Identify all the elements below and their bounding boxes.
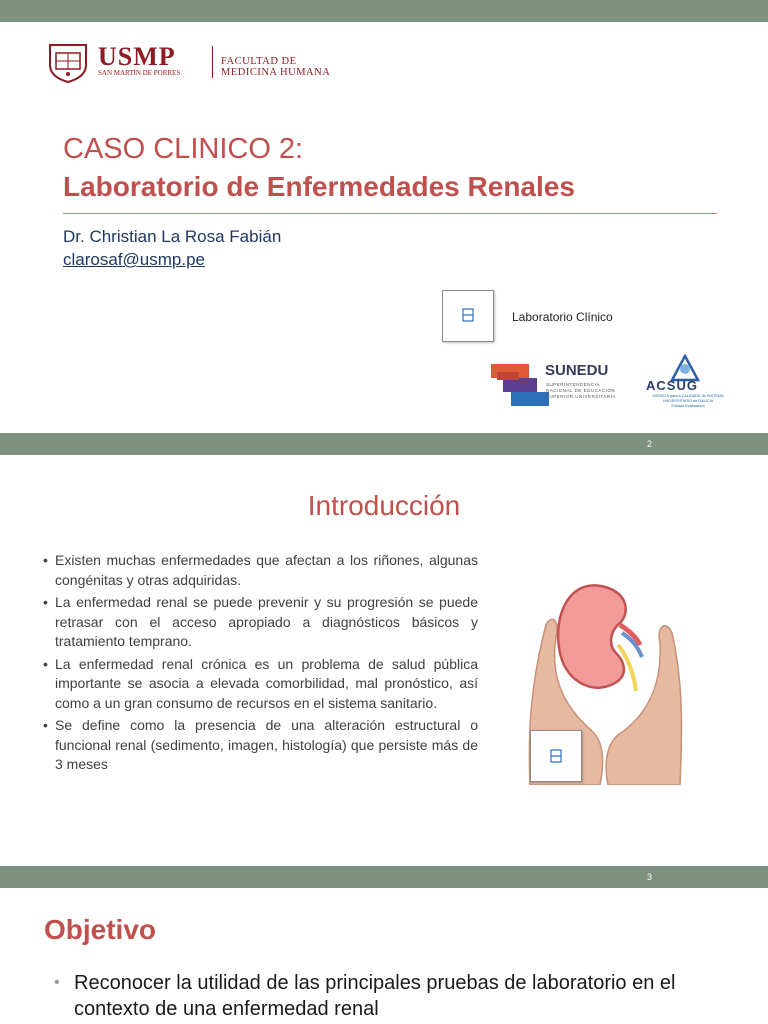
- faculty-name: [221, 56, 330, 78]
- faculty-line-1: FACULTAD DE: [221, 56, 297, 67]
- author-email-link[interactable]: clarosaf@usmp.pe: [63, 250, 205, 269]
- author-name: Dr. Christian La Rosa Fabián: [63, 227, 282, 246]
- usmp-logo-subtitle: SAN MARTÍN DE PORRES: [98, 69, 181, 77]
- acsug-sub-2: UNIVERSITARIO de GALICIA: [662, 399, 714, 403]
- list-item: • Reconocer la utilidad de las principales pruebas de laboratorio en el contexto de una enfermedad renal: [54, 970, 734, 1022]
- image-placeholder-icon: [462, 308, 474, 322]
- slide-title-line-2: Laboratorio de Enfermedades Renales: [63, 171, 575, 202]
- list-item: • La enfermedad renal se puede prevenir y su progresión se puede retrasar con el acceso apropiado a diagnósticos básicos y tratamiento temprano.: [43, 593, 478, 652]
- sunedu-subtitle: [546, 382, 616, 400]
- sunedu-sub-2: NACIONAL DE EDUCACIÓN: [546, 388, 616, 393]
- image-placeholder-icon: [550, 749, 562, 763]
- sunedu-name: SUNEDU: [545, 362, 609, 379]
- sunedu-logo: [489, 358, 629, 414]
- sunedu-logo-icon: [489, 358, 551, 414]
- image-placeholder: [442, 290, 494, 342]
- slide-divider-bar: [0, 866, 768, 888]
- image-placeholder: [530, 730, 582, 782]
- acsug-sub-3: Entidad Evaluadora: [671, 404, 705, 408]
- usmp-crest-icon: [46, 41, 90, 83]
- usmp-logo-name: USMP: [98, 42, 176, 71]
- top-bar: [0, 0, 768, 22]
- logo-divider: [212, 46, 213, 78]
- list-item: • La enfermedad renal crónica es un problema de salud pública importante se asocia a elevada comorbilidad, mal pronóstico, así como a un gran consumo de recursos en el sistema sanitario.: [43, 655, 478, 714]
- objective-bullet-list: [54, 970, 734, 1022]
- acsug-subtitle: [642, 394, 734, 409]
- sunedu-sub-1: SUPERINTENDENCIA: [546, 382, 601, 387]
- list-item: • Se define como la presencia de una alteración estructural o funcional renal (sedimento, imagen, histología) que persiste más de 3 meses: [43, 716, 478, 775]
- intro-bullet-list: [43, 551, 478, 775]
- intro-title: Introducción: [307, 490, 461, 521]
- acsug-sub-1: AXENCIA para a CALIDADE do SISTEMA: [652, 394, 724, 398]
- title-underline: [63, 213, 717, 214]
- page-number: 2: [646, 439, 652, 449]
- list-item: • Existen muchas enfermedades que afectan a los riñones, algunas congénitas y otras adquiridas.: [43, 551, 478, 590]
- lab-label: Laboratorio Clínico: [512, 310, 613, 324]
- slide-divider-bar: [0, 433, 768, 455]
- faculty-line-2: MEDICINA HUMANA: [221, 67, 331, 78]
- sunedu-sub-3: SUPERIOR UNIVERSITARIA: [546, 394, 616, 399]
- acsug-name: ACSUG: [646, 378, 698, 393]
- acsug-logo: [640, 352, 734, 414]
- objective-title: Objetivo: [44, 914, 157, 945]
- page-number: 3: [646, 872, 652, 882]
- slide-title-line-1: CASO CLINICO 2:: [63, 133, 304, 165]
